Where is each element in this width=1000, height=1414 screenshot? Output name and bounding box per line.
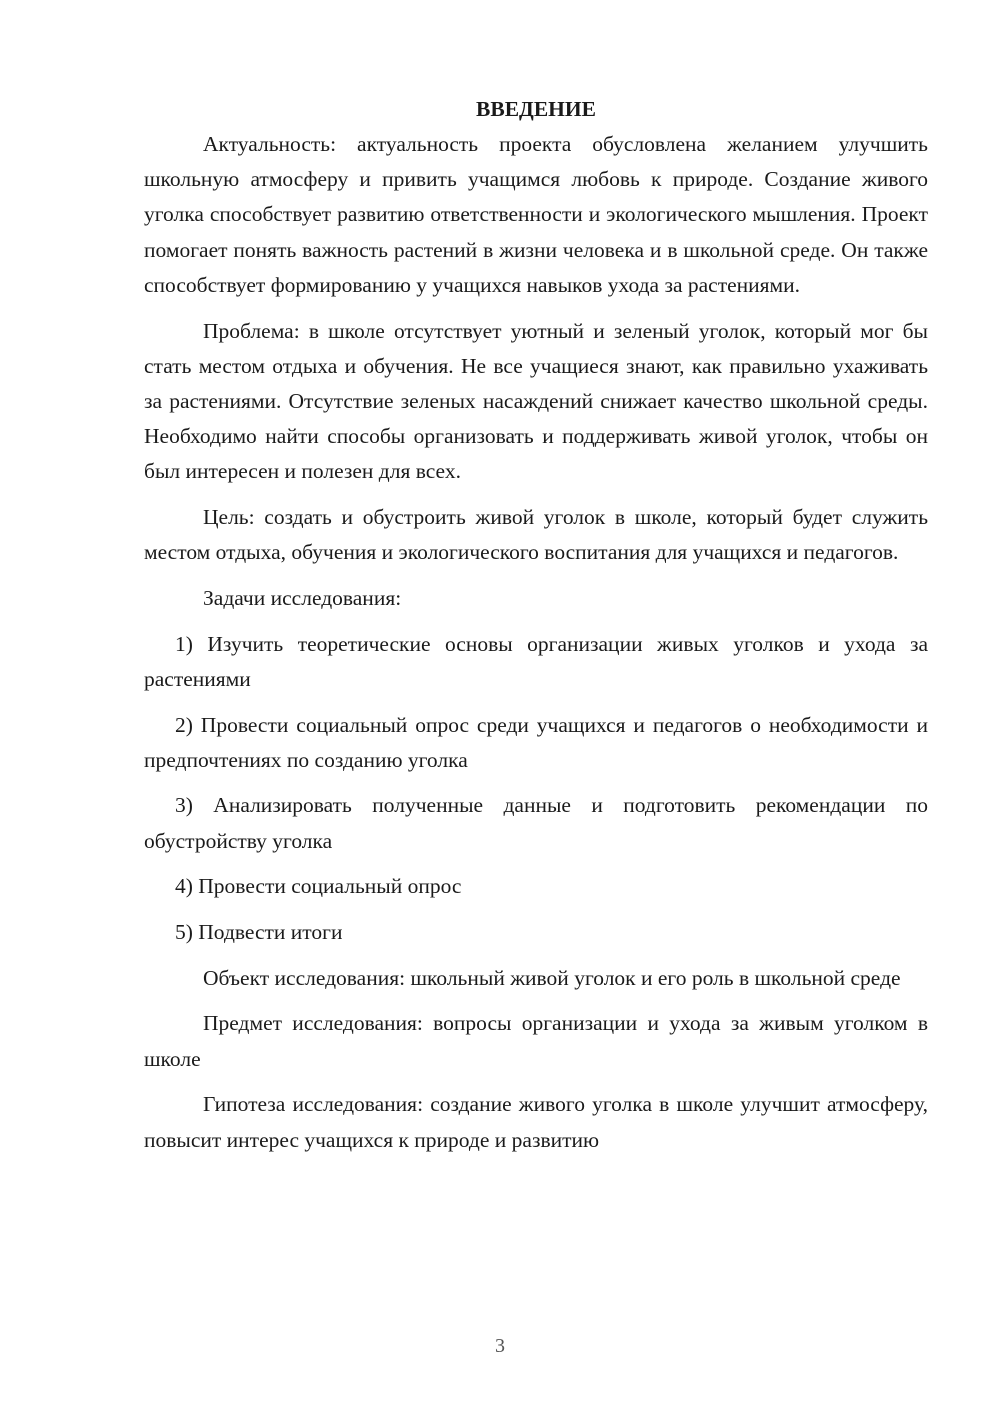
task-item: 3) Анализировать полученные данные и подготовить рекомендации по обустройству уголка bbox=[144, 793, 928, 853]
task-item: 5) Подвести итоги bbox=[175, 920, 343, 945]
page-number: 3 bbox=[495, 1335, 505, 1357]
object-paragraph: Объект исследования: школьный живой уголок и его роль в школьной среде bbox=[203, 965, 901, 990]
tasks-heading: Задачи исследования: bbox=[203, 585, 402, 610]
section-title: ВВЕДЕНИЕ bbox=[476, 97, 596, 121]
relevance-paragraph: Актуальность: актуальность проекта обусловлена желанием улучшить школьную атмосферу и привить учащимся любовь к природе. Создание живого уголка способствует развитию ответственности и экологического мышления. Проект помогает понять важность растений в жизни человека и в школьной среде. Он также способствует формированию у учащихся навыков ухода за растениями. bbox=[144, 132, 928, 297]
page-body bbox=[144, 92, 928, 1158]
task-item: 2) Провести социальный опрос среди учащихся и педагогов о необходимости и предпочтениях по созданию уголка bbox=[144, 712, 928, 772]
hypothesis-paragraph: Гипотеза исследования: создание живого уголка в школе улучшит атмосферу, повысит интерес учащихся к природе и развитию bbox=[144, 1092, 928, 1152]
problem-paragraph: Проблема: в школе отсутствует уютный и зеленый уголок, который мог бы стать местом отдыха и обучения. Не все учащиеся знают, как правильно ухаживать за растениями. Отсутствие зеленых насаждений снижает качество школьной среды. Необходимо найти способы организовать и поддерживать живой уголок, чтобы он был интересен и полезен для всех. bbox=[144, 318, 928, 484]
task-item: 4) Провести социальный опрос bbox=[175, 874, 462, 899]
subject-paragraph: Предмет исследования: вопросы организации и ухода за живым уголком в школе bbox=[144, 1011, 928, 1071]
task-item: 1) Изучить теоретические основы организации живых уголков и ухода за растениями bbox=[144, 631, 928, 691]
goal-paragraph: Цель: создать и обустроить живой уголок в школе, который будет служить местом отдыха, обучения и экологического воспитания для учащихся и педагогов. bbox=[144, 505, 928, 565]
